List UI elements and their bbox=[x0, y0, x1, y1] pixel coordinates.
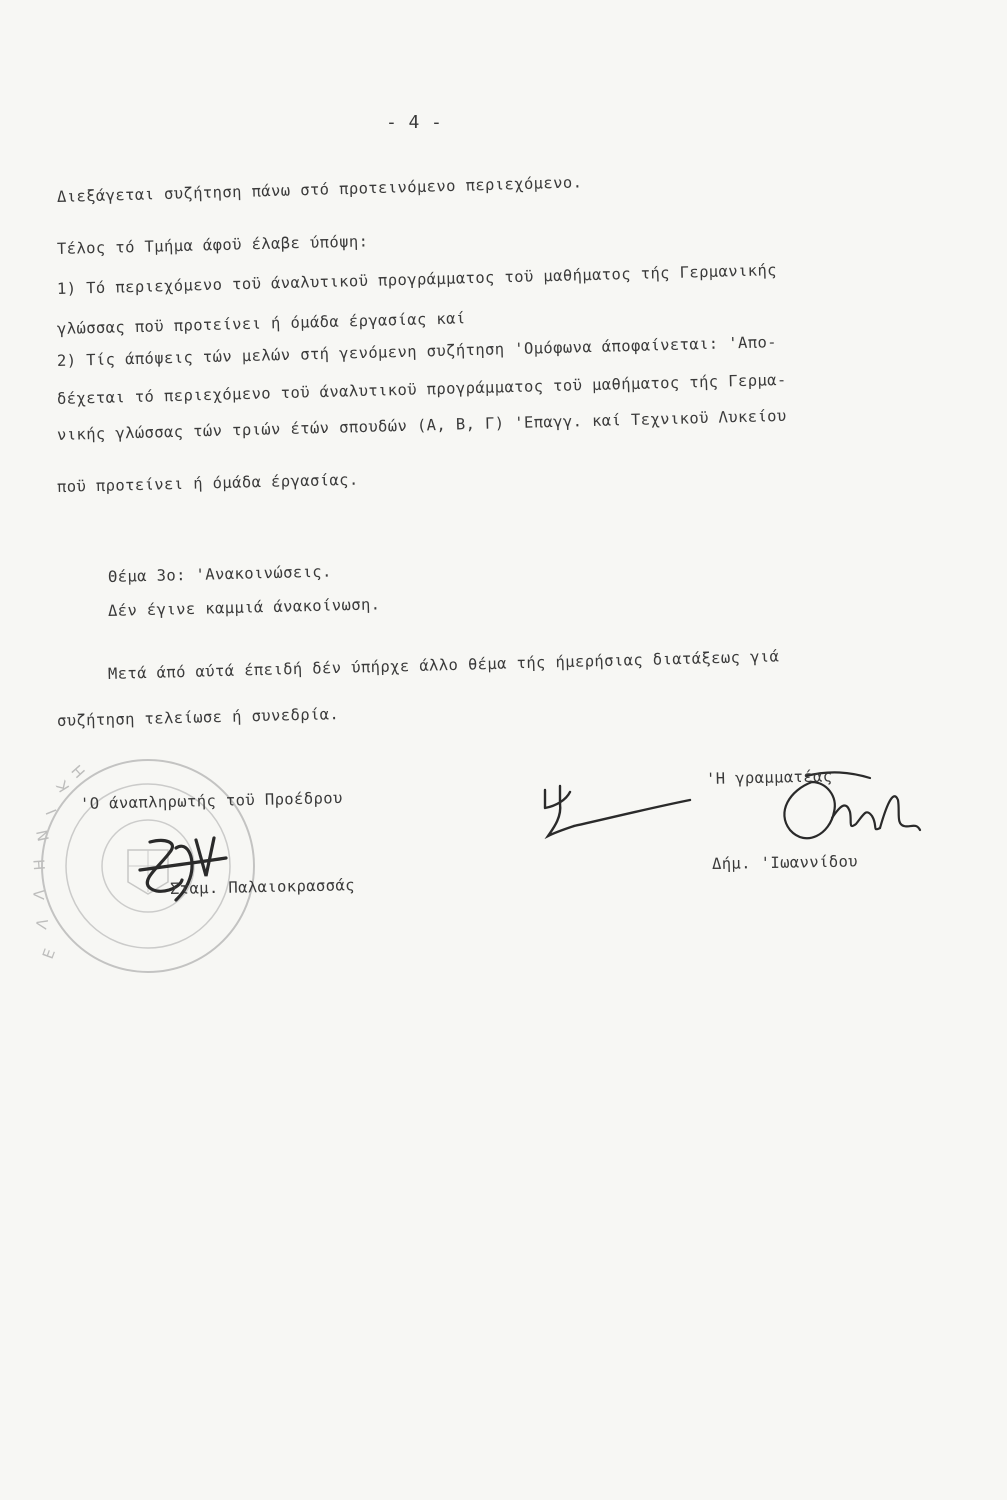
middle-signature-mark bbox=[545, 786, 690, 836]
svg-text:Κ: Κ bbox=[52, 777, 74, 796]
deputy-president-name: Σταμ. Παλαιοκρασσάς bbox=[169, 876, 356, 898]
secretary-name: Δήμ. 'Ιωαννίδου bbox=[711, 852, 859, 873]
svg-text:Λ: Λ bbox=[32, 917, 53, 931]
svg-text:Ι: Ι bbox=[42, 806, 61, 818]
svg-text:Ν: Ν bbox=[32, 828, 53, 843]
agenda-item-text: Δέν έγινε καμμιά άνακοίνωση. bbox=[107, 595, 381, 620]
svg-text:Η: Η bbox=[68, 760, 89, 782]
svg-text:Η: Η bbox=[30, 858, 49, 871]
svg-text:Λ: Λ bbox=[30, 888, 49, 901]
closing-line-2: συζήτηση τελείωσε ή συνεδρία. bbox=[56, 705, 340, 730]
body-line-8: ποϋ προτείνει ή όμάδα έργασίας. bbox=[56, 470, 359, 496]
page-number: - 4 - bbox=[386, 112, 443, 133]
body-line-4: γλώσσας ποϋ προτείνει ή όμάδα έργασίας καί bbox=[56, 309, 466, 338]
body-line-2: Τέλος τό Τμήμα άφοϋ έλαβε ύπόψη: bbox=[56, 232, 369, 258]
body-line-5: 2) Τίς άπόψεις τών μελών στή γενόμενη συζήτηση 'Ομόφωνα άποφαίνεται: 'Απο- bbox=[56, 333, 778, 370]
deputy-president-title: 'Ο άναπληρωτής τοϋ Προέδρου bbox=[79, 789, 343, 813]
secretary-title: 'Η γραμματέας bbox=[705, 767, 833, 788]
body-line-6: δέχεται τό περιεχόμενο τοϋ άναλυτικοϋ προγράμματος τοϋ μαθήματος τής Γερμα- bbox=[56, 370, 787, 408]
body-line-3: 1) Τό περιεχόμενο τοϋ άναλυτικοϋ προγράμματος τοϋ μαθήματος τής Γερμανικής bbox=[56, 261, 778, 298]
agenda-item-title: Θέμα 3ο: 'Ανακοινώσεις. bbox=[107, 562, 332, 586]
closing-line-1: Μετά άπό αύτά έπειδή δέν ύπήρχε άλλο θέμα τής ήμερήσιας διατάξεως γιά bbox=[107, 647, 780, 683]
svg-text:Ε: Ε bbox=[38, 946, 60, 962]
body-line-7: νικής γλώσσας τών τριών έτών σπουδών (Α, Β, Γ) 'Επαγγ. καί Τεχνικοϋ Λυκείου bbox=[56, 406, 787, 444]
body-line-1: Διεξάγεται συζήτηση πάνω στό προτεινόμενο περιεχόμενο. bbox=[56, 173, 583, 206]
